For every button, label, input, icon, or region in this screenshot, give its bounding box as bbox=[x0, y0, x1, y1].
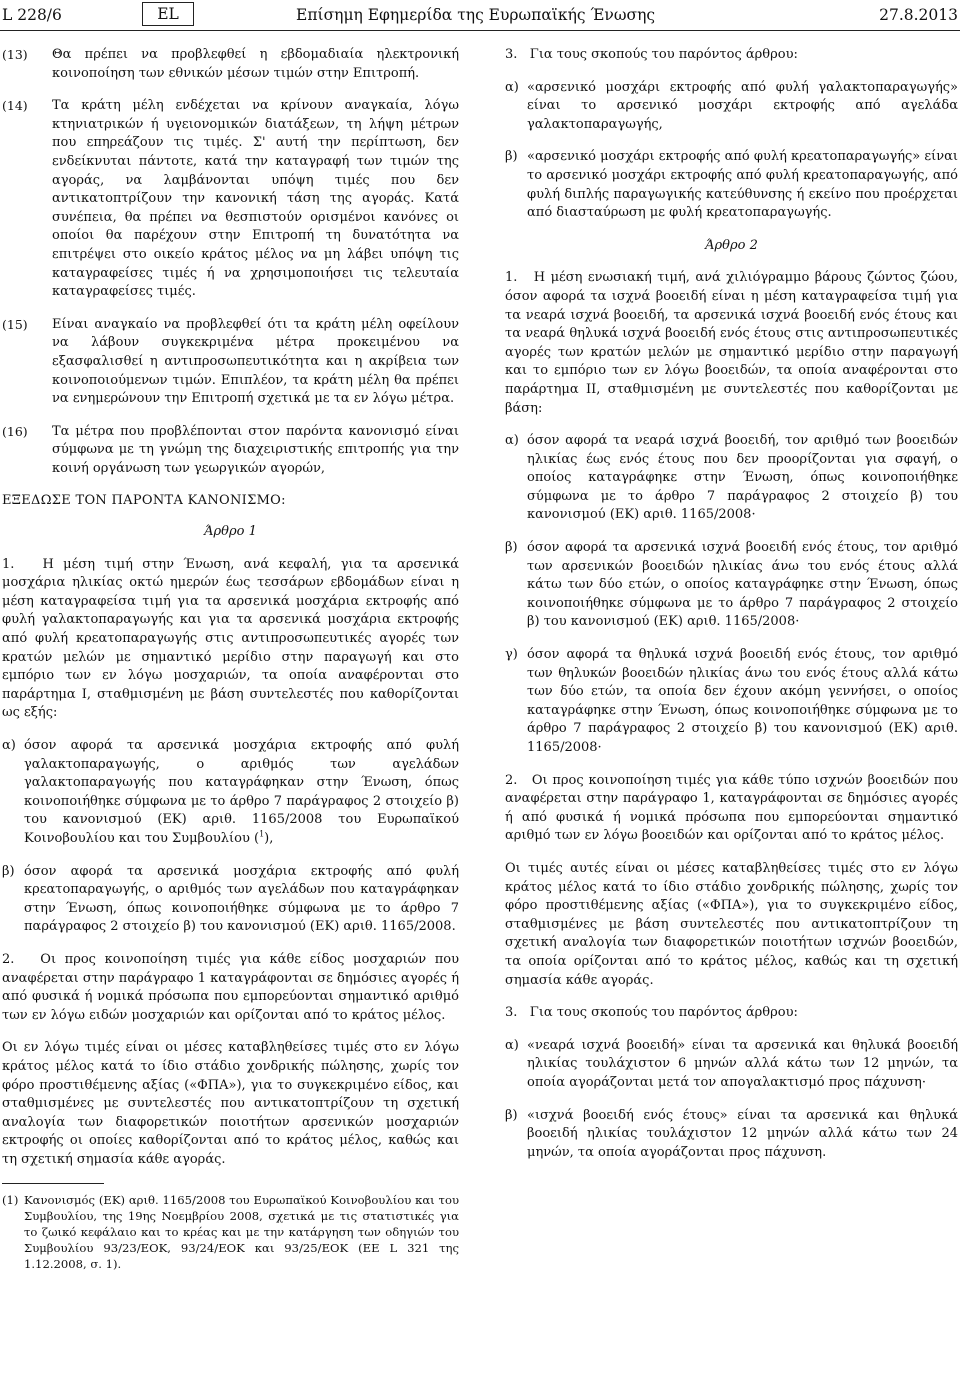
article-1-paragraph-2-sub: Οι εν λόγω τιμές είναι οι μέσες καταβληθείσες τιμές στο εν λόγω κράτος μέλος κατά το ίδιο στάδιο χονδρικής πώλησης, χωρίς τον φόρο προστιθέμενης αξίας («ΦΠΑ»), για το συγκεκριμένο είδος, και σταθμισμένες με συντελεστές που αντικατοπτρίζουν τη σχετική αναλογία των διαφορετικών ποιοτήτων αρσενικών μοσχαριών εκτροφής οι οποίες καθορίζονται από το κράτος μέλος, καθώς και τη σχετική σημασία κάθε αγοράς. bbox=[2, 1040, 459, 1167]
point-label: α) bbox=[2, 738, 16, 753]
recital-number: (16) bbox=[2, 423, 28, 439]
point-label: β) bbox=[505, 540, 518, 556]
article-1-p3-point-b bbox=[505, 148, 958, 222]
recital-text: Τα μέτρα που προβλέπονται στον παρόντα κανονισμό είναι σύμφωνα με τη γνώμη της διαχειριστικής επιτροπής για την κοινή οργάνωση των γεωργικών αγορών, bbox=[52, 423, 459, 476]
article-1-p3-point-a bbox=[505, 79, 958, 135]
article-2-point-c bbox=[505, 646, 958, 758]
recital-16 bbox=[2, 423, 459, 479]
article-2-paragraph-1: 1. Η μέση ενωσιακή τιμή, ανά χιλιόγραμμο βάρους ζώντος ζώου, όσον αφορά τα ισχνά βοοειδή είναι η μέση καταγραφείσα τιμή για τα νεαρά ισχνά βοοειδή, τα αρσενικά ισχνά βοοειδή ενός έτους και τα νεαρά θηλυκά ισχνά βοοειδή ενός έτους στις αντιπροσωπευτικές αγορές των κρατών μελών με σημαντικό μερίδιο στην παραγωγή και το εμπόριο των εν λόγω βοοειδών, τα οποία αναφέρονται στο παράρτημα II, σταθμισμένη με συντελεστές που καθορίζονται με βάση: bbox=[505, 270, 958, 416]
point-label: β) bbox=[505, 149, 518, 165]
point-label: γ) bbox=[505, 647, 518, 663]
article-1-heading: Άρθρο 1 bbox=[204, 524, 257, 540]
article-2-paragraph-2-sub: Οι τιμές αυτές είναι οι μέσες καταβληθείσες τιμές στο εν λόγω κράτος μέλος κατά το ίδιο στάδιο χονδρικής πώλησης, χωρίς τον φόρο προστιθέμενης αξίας («ΦΠΑ»), για το συγκεκριμένο είδος, σταθμισμένες με βάση συντελεστές που αντικατοπτρίζουν τη σχετική αναλογία των διαφορετικών ποιοτήτων ισχνών βοοειδών, τα οποία ορίζονται από το κράτος μέλος, καθώς και τη σχετική σημασία κάθε αγοράς. bbox=[505, 860, 958, 988]
enacting-formula: ΕΞΕΔΩΣΕ ΤΟΝ ΠΑΡΟΝΤΑ ΚΑΝΟΝΙΣΜΟ: bbox=[2, 493, 286, 509]
point-label: β) bbox=[505, 1107, 518, 1123]
recital-14 bbox=[2, 97, 459, 302]
point-text: όσον αφορά τα θηλυκά ισχνά βοοειδή ενός έτους, τον αριθμό των θηλυκών βοοειδών ηλικίας άνω του ενός έτους αλλά κάτω των δύο ετών, τα οποία δεν έχουν ακόμη γεννήσει, ο οποίος καταγράφηκε στην Ένωση, όπως κοινοποιήθηκε σύμφωνα με το άρθρο 7 παράγραφος 2 στοιχείο β) του κανονισμού (ΕΚ) αριθ. 1165/2008· bbox=[527, 647, 958, 755]
recital-text: Τα κράτη μέλη ενδέχεται να κρίνουν αναγκαία, λόγω κτηνιατρικών ή υγειονομικών διατάξεων, τη λήψη μέτρων που επηρεάζουν τις τιμές. Σ' αυτή την περίπτωση, δεν ενδείκνυται πάντοτε, κατά την καταγραφή των τιμών της αγοράς, να λαμβάνονται υπόψη τιμές που δεν αντικατοπτρίζουν την κανονική τάση της αγοράς. Κατά συνέπεια, θα πρέπει να θεσπιστούν ορισμένοι κανόνες οι οποίοι θα παρέχουν στην Επιτροπή τη δυνατότητα να επιτρέψει στο οικείο κράτος μέλος να μη λάβει υπόψη τις καταγραφείσες τιμές ή να χρησιμοποιήσει τις τελευταία καταγραφείσες τιμές. bbox=[52, 98, 459, 300]
article-2-point-a bbox=[505, 432, 958, 525]
left-column bbox=[2, 46, 459, 1272]
right-column bbox=[505, 46, 958, 1176]
point-label: α) bbox=[505, 433, 519, 449]
point-text: «νεαρά ισχνά βοοειδή» είναι τα αρσενικά και θηλυκά βοοειδή ηλικίας τουλάχιστον 6 μηνών αλλά κάτω των 12 μηνών, τα οποία αγοράζονται μετά τον απογαλακτισμό προς πάχυνση· bbox=[527, 1037, 958, 1090]
article-1-paragraph-2: 2. Οι προς κοινοποίηση τιμές για κάθε είδος μοσχαριών που αναφέρεται στην παράγραφο 1 καταγράφονται σε δημόσιες αγορές ή από φυσικά ή νομικά πρόσωπα που εμπορεύονται σημαντικό αριθμό των εν λόγω ειδών μοσχαριών και ορίζονται από το κράτος μέλος. bbox=[2, 951, 459, 1023]
journal-title: Επίσημη Εφημερίδα της Ευρωπαϊκής Ένωσης bbox=[296, 6, 656, 24]
point-text: «αρσενικό μοσχάρι εκτροφής από φυλή κρεατοπαραγωγής» είναι το αρσενικό μοσχάρι εκτροφής από φυλή κρεατοπαραγωγής, από φυλή διπλής παραγωγικής κατεύθυνσης ή εκείνο που προέρχεται από διασταύρωση με φυλή κρεατοπαραγωγής. bbox=[527, 149, 958, 221]
point-label: α) bbox=[505, 79, 519, 95]
footnote-ref[interactable]: 1 bbox=[259, 829, 265, 839]
article-1-point-b bbox=[2, 863, 459, 937]
recital-number: (15) bbox=[2, 316, 28, 332]
recital-text: Είναι αναγκαίο να προβλεφθεί ότι τα κράτη μέλη οφείλουν να λάβουν συγκεκριμένα μέτρα προκειμένου να εξασφαλισθεί η αντιπροσωπευτικότητα και η ακρίβεια των κοινοποιούμενων τιμών. Επιπλέον, τα κράτη μέλη θα πρέπει να ενημερώνουν την Επιτροπή σχετικά με τα εν λόγω μέτρα. bbox=[52, 316, 459, 407]
article-2-paragraph-3: 3. Για τους σκοπούς του παρόντος άρθρου: bbox=[505, 1005, 798, 1021]
point-text: όσον αφορά τα αρσενικά μοσχάρια εκτροφής από φυλή γαλακτοπαραγωγής, ο αριθμός των αγελάδων γαλακτοπαραγωγής που καταγράφηκαν στην Ένωση, όπως κοινοποιήθηκε σύμφωνα με το άρθρο 7 παράγραφος 2 στοιχείο β) του κανονισμού (ΕΚ) αριθ. 1165/2008 του Ευρωπαϊκού Κοινοβουλίου και του Συμβουλίου ($^1$), bbox=[24, 738, 459, 846]
article-2-p3-point-a bbox=[505, 1037, 958, 1093]
point-label: β) bbox=[2, 863, 15, 879]
point-text: «αρσενικό μοσχάρι εκτροφής από φυλή γαλακτοπαραγωγής» είναι το αρσενικό μοσχάρι εκτροφής από αγελάδα γαλακτοπαραγωγής, bbox=[527, 79, 958, 132]
point-text: όσον αφορά τα νεαρά ισχνά βοοειδή, τον αριθμό των βοοειδών ηλικίας έως ενός έτους που δεν προορίζονται για σφαγή, ο οποίος καταγράφηκε στην Ένωση, όπως κοινοποιήθηκε σύμφωνα με το άρθρο 7 παράγραφος 2 στοιχείο β) του κανονισμού (ΕΚ) αριθ. 1165/2008· bbox=[527, 433, 958, 523]
point-text: «ισχνά βοοειδή ενός έτους» είναι τα αρσενικά και θηλυκά βοοειδή ηλικίας τουλάχιστον 12 μηνών αλλά κάτω των 24 μηνών, τα οποία αγοράζονται προς πάχυνση. bbox=[527, 1107, 958, 1160]
language-code: EL bbox=[142, 2, 194, 26]
article-1-paragraph-3: 3. Για τους σκοπούς του παρόντος άρθρου: bbox=[505, 47, 798, 62]
article-2-p3-point-b bbox=[505, 1107, 958, 1163]
recital-text: Θα πρέπει να προβλεφθεί η εβδομαδιαία ηλεκτρονική κοινοποίηση των εθνικών μέσων τιμών στην Επιτροπή. bbox=[52, 47, 459, 81]
point-label: α) bbox=[505, 1037, 519, 1053]
footnote-text: Κανονισμός (ΕΚ) αριθ. 1165/2008 του Ευρωπαϊκού Κοινοβουλίου και του Συμβουλίου, της 19ης Νοεμβρίου 2008, σχετικά με τις στατιστικές για το ζωικό κεφάλαιο και το κρέας και με την κατάργηση των οδηγιών του Συμβουλίου 93/23/ΕΟΚ, 93/24/ΕΟΚ και 93/25/ΕΟΚ (ΕΕ L 321 της 1.12.2008, σ. 1). bbox=[24, 1193, 459, 1272]
footnote-label: (1) bbox=[2, 1193, 19, 1208]
recital-number: (14) bbox=[2, 98, 28, 114]
article-1-point-a bbox=[2, 737, 459, 849]
recital-15 bbox=[2, 316, 459, 409]
point-text: όσον αφορά τα αρσενικά μοσχάρια εκτροφής από φυλή κρεατοπαραγωγής, ο αριθμός των αγελάδων που καταγράφηκαν στην Ένωση, όπως κοινοποιήθηκε σύμφωνα με το άρθρο 7 παράγραφος 2 στοιχείο β) του κανονισμού (ΕΚ) αριθ. 1165/2008. bbox=[24, 863, 459, 935]
article-2-heading: Άρθρο 2 bbox=[705, 237, 758, 253]
point-text: όσον αφορά τα αρσενικά ισχνά βοοειδή ενός έτους, τον αριθμό των αρσενικών βοοειδών ηλικίας άνω του ενός έτους αλλά κάτω των δύο ετών, ο οποίος καταγράφηκε στην Ένωση, όπως κοινοποιήθηκε σύμφωνα με το άρθρο 7 παράγραφος 2 στοιχείο β) του κανονισμού (ΕΚ) αριθ. 1165/2008· bbox=[527, 540, 958, 630]
footnote-1 bbox=[2, 1192, 459, 1272]
article-1-paragraph-1: 1. Η μέση τιμή στην Ένωση, ανά κεφαλή, για τα αρσενικά μοσχάρια ηλικίας οκτώ ημερών έως τεσσάρων εβδομάδων είναι η μέση καταγραφείσα τιμή για τα αρσενικά μοσχάρια εκτροφής από φυλή γαλακτοπαραγωγής και για τα αρσενικά μοσχάρια εκτροφής από φυλή κρεατοπαραγωγής στις αντιπροσωπευτικές αγορές των κρατών μελών με σημαντικό μερίδιο στην παραγωγή και στο εμπόριο των εν λόγω μοσχαριών, τα οποία αναφέρονται στο παράρτημα I, σταθμισμένη με βάση συντελεστές που καθορίζονται ως εξής: bbox=[2, 556, 459, 721]
article-2-paragraph-2: 2. Οι προς κοινοποίηση τιμές για κάθε τύπο ισχνών βοοειδών που αναφέρεται στην παράγραφο 1, καταγράφονται σε δημόσιες αγορές ή από φυσικά ή νομικά πρόσωπα που εμπορεύονται σημαντικό αριθμό των εν λόγω βοοειδών και ορίζονται από το κράτος μέλος. bbox=[505, 772, 958, 844]
publication-date: 27.8.2013 bbox=[879, 6, 958, 24]
article-2-point-b bbox=[505, 539, 958, 632]
footnote-separator bbox=[2, 1183, 104, 1184]
recital-13 bbox=[2, 46, 459, 83]
page-number: L 228/6 bbox=[2, 6, 62, 24]
recital-number: (13) bbox=[2, 47, 28, 62]
page-header bbox=[0, 0, 960, 31]
